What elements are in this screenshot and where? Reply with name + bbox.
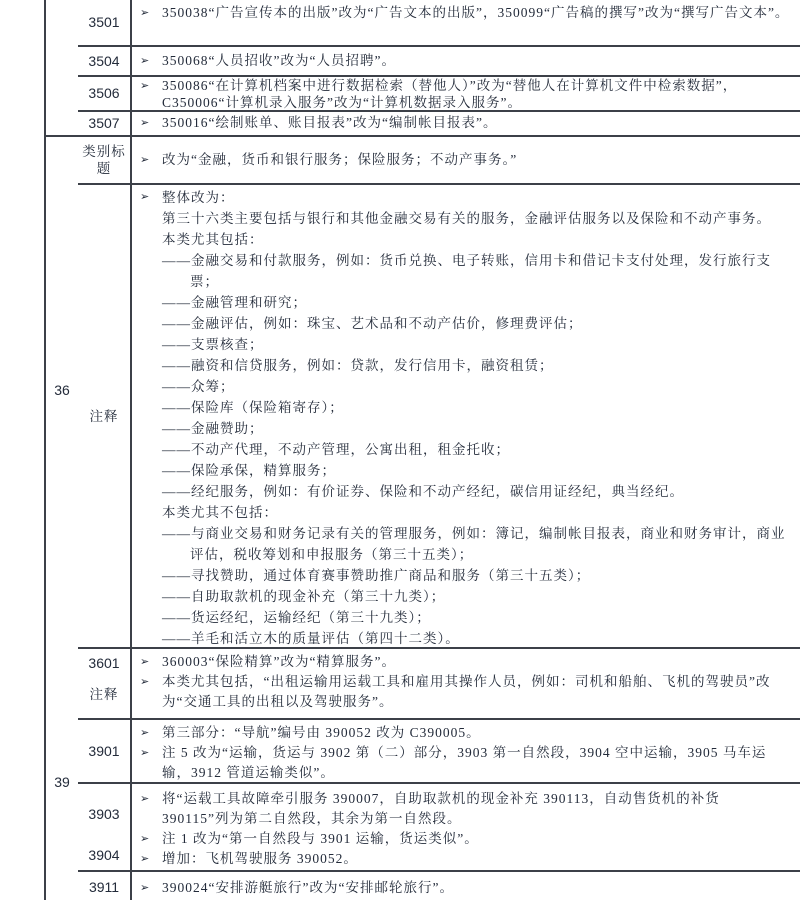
arrow-bullet-icon: ➢: [140, 80, 151, 92]
change-item: [140, 151, 517, 169]
includes-item: ——经纪服务，例如：有价证券、保险和不动产经纪，碳信用证经纪，典当经纪。: [162, 484, 684, 499]
row-3501-content: [130, 0, 800, 45]
arrow-bullet-icon: ➢: [140, 7, 151, 19]
change-item: [140, 4, 790, 22]
row-3504-content: [130, 47, 800, 75]
change-item: [140, 743, 790, 783]
table-left-border: [44, 0, 46, 900]
row-3506: [78, 75, 800, 110]
row-class-title-content: [130, 137, 800, 183]
row-class-title: [78, 137, 800, 183]
subclass-3601-notes-label: 注释: [89, 687, 119, 702]
subclass-3903-number: 3903: [88, 806, 120, 822]
class-36-block: [46, 135, 800, 718]
subclass-labels-3903-3904: [78, 784, 130, 870]
arrow-bullet-icon: ➢: [140, 727, 151, 739]
arrow-bullet-icon: ➢: [140, 676, 151, 688]
includes-item: ——金融赞助；: [162, 421, 264, 436]
class-36-number-cell: [46, 137, 78, 718]
subclass-label-3601: [78, 649, 130, 718]
includes-item: ——融资和信贷服务，例如：贷款，发行信用卡，融资租赁；: [162, 358, 554, 373]
row-3901-content: [130, 720, 800, 782]
row-3507: [78, 110, 800, 135]
change-item: [140, 723, 790, 743]
subclass-label-3901: 3901: [88, 742, 120, 759]
subclass-label-class-title: 类别标题: [82, 144, 126, 176]
row-3911-content: [130, 872, 800, 900]
change-text: 注 5 改为“运输，货运与 3902 第（二）部分，3903 第一自然段，3904 空中运输，3905 马车运输，3912 管道运输类似”。: [162, 745, 767, 780]
class-36-rows: [78, 137, 800, 718]
row-class-36-notes: [78, 183, 800, 647]
includes-item: ——支票核查；: [162, 337, 264, 352]
change-item: [140, 789, 790, 829]
includes-item: ——金融管理和研究；: [162, 295, 307, 310]
change-item: [140, 878, 790, 898]
change-text: 第三部分：“导航”编号由 390052 改为 C390005。: [162, 725, 481, 740]
change-text: 350086“在计算机档案中进行数据检索（替他人）”改为“替他人在计算机文件中检索数据”，C350006“计算机录入服务”改为“计算机数据录入服务”。: [162, 78, 738, 110]
change-text: 350016“绘制账单、账目报表”改为“编制帐目报表”。: [162, 115, 498, 130]
subclass-label-notes: 注释: [89, 408, 119, 424]
arrow-bullet-icon: ➢: [140, 154, 151, 166]
arrow-bullet-icon: ➢: [140, 793, 151, 805]
change-text: 改为“金融，货币和银行服务；保险服务；不动产事务。”: [162, 152, 518, 167]
notes-intro-paragraph: 第三十六类主要包括与银行和其他金融交易有关的服务，金融评估服务以及保险和不动产事务。: [162, 211, 771, 226]
table-column-divider: [130, 0, 132, 900]
subclass-3904-number: 3904: [88, 847, 120, 863]
row-3601-content: [130, 649, 800, 718]
subclass-label-3506: 3506: [88, 85, 120, 101]
includes-item: ——金融交易和付款服务，例如：货币兑换、电子转账，信用卡和借记卡支付处理，发行旅行支票；: [162, 253, 771, 289]
row-3911: [78, 870, 800, 900]
row-3504: [78, 45, 800, 75]
arrow-bullet-icon: ➢: [140, 191, 151, 203]
row-3601: [78, 647, 800, 718]
subclass-label-3504: 3504: [88, 52, 120, 69]
change-text: 增加：飞机驾驶服务 390052。: [162, 851, 358, 866]
change-item: [140, 672, 790, 712]
notes-excludes-heading: 本类尤其不包括：: [162, 505, 278, 520]
includes-item: ——保险库（保险箱寄存）；: [162, 400, 344, 415]
notes-lead-text: 整体改为：: [162, 190, 235, 205]
includes-item: ——众筹；: [162, 379, 235, 394]
class-39-number-cell: [46, 718, 78, 900]
row-3903-content: [130, 784, 800, 870]
change-item: [140, 78, 790, 111]
change-text: 360003“保险精算”改为“精算服务”。: [162, 654, 396, 669]
change-text: 350068“人员招收”改为“人员招聘”。: [162, 53, 396, 68]
row-3501: [78, 0, 800, 45]
includes-item: ——不动产代理，不动产管理，公寓出租，租金托收；: [162, 442, 510, 457]
subclass-label-3507: 3507: [88, 115, 120, 131]
row-3903-3904: [78, 782, 800, 870]
arrow-bullet-icon: ➢: [140, 656, 151, 668]
change-text: 将“运载工具故障牵引服务 390007，自助取款机的现金补充 390113，自动售货机的补货 390115”列为第二自然段，其余为第一自然段。: [162, 791, 720, 826]
arrow-bullet-icon: ➢: [140, 747, 151, 759]
arrow-bullet-icon: ➢: [140, 55, 151, 67]
notes-includes-heading: 本类尤其包括：: [162, 232, 264, 247]
arrow-bullet-icon: ➢: [140, 117, 151, 129]
includes-item: ——金融评估，例如：珠宝、艺术品和不动产估价，修理费评估；: [162, 316, 583, 331]
excludes-item: ——寻找赞助，通过体育赛事赞助推广商品和服务（第三十五类）；: [162, 568, 591, 583]
arrow-bullet-icon: ➢: [140, 833, 151, 845]
change-item: [140, 114, 790, 132]
subclass-label-3501: 3501: [88, 14, 120, 30]
class-39-number: 39: [54, 774, 70, 790]
subclass-label-3911: 3911: [88, 879, 120, 895]
change-text: 注 1 改为“第一自然段与 3901 运输，货运类似”。: [162, 831, 479, 846]
row-3506-content: [130, 77, 800, 110]
notes-lead-item: [140, 187, 790, 208]
change-text: 本类尤其包括，“出租运输用运载工具和雇用其操作人员，例如：司机和船舶、飞机的驾驶员”改为“交通工具的出租以及驾驶服务”。: [162, 674, 771, 709]
class-35-number-cell: [46, 0, 78, 135]
change-item: [140, 52, 790, 70]
change-text: 350038“广告宣传本的出版”改为“广告文本的出版”，350099“广告稿的撰写”改为“撰写广告文本”。: [162, 5, 790, 20]
class-35-rows: [78, 0, 800, 135]
class-36-notes-content: [130, 185, 800, 647]
change-item: [140, 829, 790, 849]
excludes-item: ——羊毛和活立木的质量评估（第四十二类）。: [162, 631, 460, 646]
class-39-rows: [78, 718, 800, 900]
excludes-item: ——货运经纪，运输经纪（第三十九类）；: [162, 610, 431, 625]
arrow-bullet-icon: ➢: [140, 882, 151, 894]
change-item: [140, 652, 790, 672]
excludes-item: ——自助取款机的现金补充（第三十九类）；: [162, 589, 446, 604]
change-item: [140, 849, 790, 869]
includes-item: ——保险承保，精算服务；: [162, 463, 336, 478]
row-3901: [78, 718, 800, 782]
class-39-block: [46, 718, 800, 900]
arrow-bullet-icon: ➢: [140, 853, 151, 865]
row-3507-content: [130, 112, 800, 135]
class-36-number: 36: [54, 382, 70, 398]
subclass-3601-number: 3601: [88, 655, 120, 671]
excludes-item: ——与商业交易和财务记录有关的管理服务，例如：簿记，编制帐目报表，商业和财务审计，商业评估，税收筹划和申报服务（第三十五类）；: [162, 526, 786, 562]
class-35-block: [46, 0, 800, 135]
change-text: 390024“安排游艇旅行”改为“安排邮轮旅行”。: [162, 880, 454, 895]
